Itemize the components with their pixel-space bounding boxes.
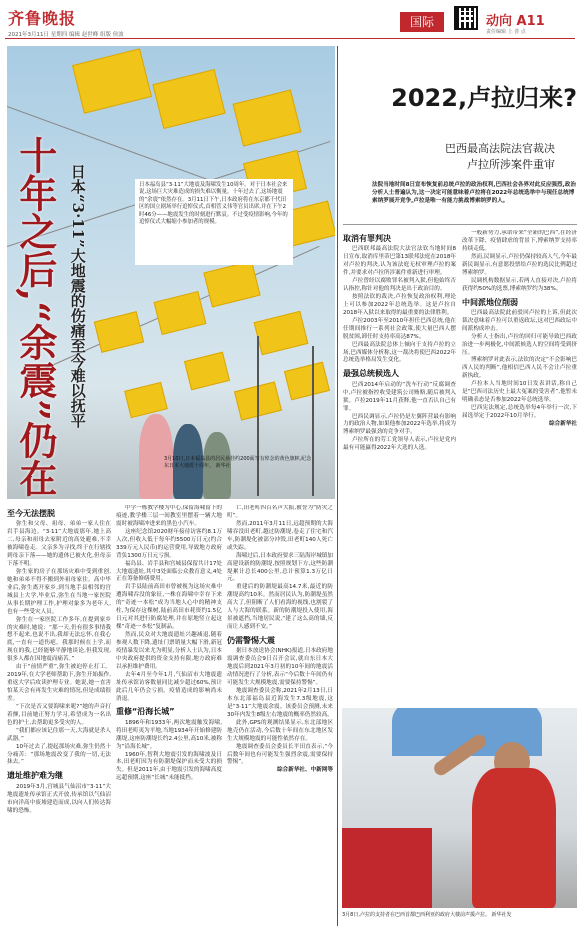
subheading: 至今无法摆脱 bbox=[7, 509, 55, 518]
paragraph: 弥生在一家医院工作多年,在提到家乡的灾难时,她说：“那一天,仍有很多事情我想不起来,也说不出,我却无法忘怀,在我心底,一直有一道伤疤。我那时候在上学,而现在的我,已经能够平静地谈论,但我发现,很多人都在因地震而痛苦。” bbox=[7, 616, 111, 663]
paragraph: 重建后的防潮堤最高14.7米,最近的防潮堤高约10米。然而居民认为,防潮堤虽然高大了,但阻断了人们看海的视线,也割裂了人与大海的联系。新的防潮堤投入使用,海景被遮挡,当地居民说,“建了这么高的墙,反而让人感到不安。” bbox=[227, 584, 333, 631]
newspaper-logo: 齐鲁晚报 bbox=[8, 9, 77, 28]
paragraph: 10年过去了,提起那场灾难,弥生仍然十分痛苦：“那场地震改变了我的一切,无法抹去。” bbox=[7, 743, 111, 766]
paragraph: “下次是否又要海啸来呢?”她的声音打着颤,目前她正努力学习,希望成为一名出色的护士,去帮助更多受灾的人。 bbox=[7, 703, 111, 726]
paragraph: “我们都应该记住那一天,大海就是杀人武器。” bbox=[7, 727, 111, 742]
subheading: 取消有罪判决 bbox=[343, 234, 391, 243]
lead-photo bbox=[7, 46, 335, 499]
byline: 综合新华社 bbox=[549, 420, 577, 427]
masthead bbox=[0, 0, 580, 44]
paragraph: 1960年,智利大地震引发的海啸波及日本,田老町因为有防潮堤保护而未受大的损失。但是2011年,由于地震引发的海啸高度远超预期,这座“长城”未能抵挡。 bbox=[116, 751, 222, 782]
paragraph: 卢拉所在的劳工党领导人表示,卢拉是党内最有可能赢得2022年大选的人选。 bbox=[343, 437, 456, 452]
subheading: 遗址维护难为继 bbox=[7, 771, 63, 781]
paragraph: 福岛县、岩手县和宫城县保留共计17处大地震遗址,其中3处面临公众教育意义,4处正在筹备修缮费用。 bbox=[116, 560, 222, 583]
paragraph: 然而,2011年3月11日,远超预期的大海啸吞没田老町,越过防潮堤,卷走了住宅和汽车,防潮堤化被部分冲毁,田老町140人死亡或失踪。 bbox=[227, 520, 333, 551]
intro-box: 日本福岛县“3·11”大地震及海啸发生10周年。对于日本社会来说,这场巨大灾难造成的损失难以衡量。十年过去了,这场地震的“余震”依然存在。3月11日下午,日本政府将在东京都千代田区的国立剧场举行追悼仪式,首相菅义伟等官员出席,并在下午2时46分——地震发生的时刻进行默哀。不过受疫情影响,今年的追悼仪式大幅缩小参加者的规模。 bbox=[135, 179, 293, 265]
paragraph: 巴西最高法院总体上倾向于支持卢拉的立场,巴西媒体分析称,这一裁决将使巴西2022年总统选举格局发生变化。 bbox=[343, 341, 456, 364]
headline-main: 十年之后,“余震”仍在 bbox=[12, 136, 58, 497]
right-headline: 2022,卢拉归来? bbox=[391, 84, 577, 112]
paragraph: 博索纳罗对此表示,法钦的决定“不会影响巴西人民的判断”,他相信巴西人民不会让卢拉重新执政。 bbox=[462, 357, 577, 380]
paragraph: 地震调查委员会委员长平田直表示,“今后数年间也有可能发生强烈余震,需要保持警惕”。 bbox=[227, 743, 333, 766]
paragraph: 巴西联邦最高法院大法官法钦当地时间8日宣布,取消库里蒂巴第13联邦法庭在2018年对卢拉的判决,认为该法庭无权审理卢拉的案件,并要求对卢拉所涉案件重新进行审理。 bbox=[343, 246, 456, 277]
paragraph: 按照法钦的裁决,卢拉恢复政治权利,理论上可以参加2022年总统选举。这是卢拉自2018年入狱以来取得的最重要的法律胜利。 bbox=[343, 293, 456, 316]
paragraph: 分析人士指出,卢拉的回归可能导致巴西政治进一步两极化,中间派候选人的空间将受到挤压。 bbox=[462, 333, 577, 356]
right-column-1 bbox=[343, 230, 456, 704]
paragraph: 1896年和1933年,两次地震触发海啸,将田老町夷为平地,当地1934年开始修建防潮堤,这座防潮堤长约2.4公里,高10米,被称为“沿海长城”。 bbox=[116, 719, 222, 750]
headline-sub: 日本“3·11”大地震的伤痛至今难以抚平 bbox=[68, 164, 87, 428]
paragraph: 亡,田老町四百名声大振,被誉为“防灾之町”。 bbox=[227, 505, 333, 519]
paragraph: 地震调查委员会称,2021年2月13日,日本东北部福岛县近海发生7.3级地震,这是“3·11”大地震余震。该委员会预测,未来30年内发生8级左右地震的概率仍然较高。 bbox=[227, 688, 333, 718]
column-divider bbox=[337, 46, 338, 926]
subheading: 中间派地位削弱 bbox=[462, 297, 518, 307]
paragraph: 卢拉本人当地时间10日发表讲话,称自己是“巴西司法历史上最大冤案的受害者”,他暂未明确表态是否参加2022年总统选举。 bbox=[462, 381, 577, 404]
paragraph: 然而,民调显示,卢拉仍保持较高人气,今年最新民调显示,有意愿投票给卢拉的选民比例超过博索纳罗。 bbox=[462, 253, 577, 276]
right-rule bbox=[343, 224, 577, 225]
right-photo-caption: 3月8日,卢拉的支持者在巴西首都巴西利亚的政府大楼前声援卢拉。 新华社发 bbox=[342, 912, 512, 918]
paragraph: 弥生和父母、祖母、弟弟一家人住在岩手县海边。“3·11”大地震那年,她上高二,母亲和祖母去家附近的高处避难,不幸被海啸卷走。父亲多为寻找,终于在行辖找到母亲下落——她的遗体已被火化,但母亲下落不明。 bbox=[7, 521, 111, 568]
paragraph: 由于“前情严重”,弥生被迫停止打工。2019年,在大学老师帮助下,弥生开始振作,重返大学后攻读护理专业。她说,她一直害怕某天会有再发生灾难的情况,但是成绩很差。 bbox=[7, 664, 111, 702]
paragraph: 此外,GPS的观测结果显示,东北部地区地壳仍在活动,今后数十年间在东北地区发生大规模地震的可能性依然存在。 bbox=[227, 719, 333, 742]
paragraph: 去年4月至今年1月,气仙沼市大地震遗址传承馆访客数量同比减少超过60%,预计此后几年仍会亏损。疫情造成的影响尚未消退。 bbox=[116, 671, 222, 702]
right-subhead-2: 卢拉所涉案件重审 bbox=[467, 158, 555, 171]
paragraph: 民调机构数据显示,若两人直接对决,卢拉将获得约50%的选票,博索纳罗约为38%。 bbox=[462, 277, 577, 292]
paragraph: 海啸过后,日本政府要求三陆海岸城镇加高建设新的防潮堤,按照规划下方,这些防潮堤累计总长400公里,总计预算1.3万亿日元。 bbox=[227, 552, 333, 583]
subheading: 仍需警惕大震 bbox=[227, 636, 275, 645]
subheading: 最强总统候选人 bbox=[343, 369, 399, 379]
paragraph: 巴西宪法规定,总统选举每4年举行一次,下届选举定于2022年10月举行。 bbox=[462, 405, 577, 420]
paragraph: 巴西民调显示,卢拉仍是左翼阵营最有影响力的政治人物,如果他参加2022年选举,将成为博索纳罗最强劲的竞争对手。 bbox=[343, 413, 456, 436]
dateline: 2021年3月11日 星期四 编辑 赵世峰 组版 侯波 bbox=[8, 32, 124, 38]
right-column-2 bbox=[462, 230, 577, 704]
paragraph: 卢拉曾经以腐败罪名被判入狱,但他始终否认指控,称针对他的判决是出于政治目的。 bbox=[343, 278, 456, 293]
right-subhead-1: 巴西最高法院法官裁决 bbox=[445, 142, 555, 155]
article-column-2 bbox=[116, 505, 222, 925]
paragraph: 这座纪念馆2020财年接待访客约8.1万人次,但收入低于每年约5500万日元(约合339万元人民币)的运营费用,导致地方政府背负1300万日元亏损。 bbox=[116, 528, 222, 559]
right-intro: 法院当地时间8日宣布恢复前总统卢拉的政治权利,巴西社会各界对此反应强烈,政治分析人士普遍认为,这一决定可能意味着卢拉将在2022年总统选举中与现任总统博索纳罗展开竞争,卢拉是唯一有能力挑战博索纳罗的人。 bbox=[372, 182, 576, 204]
section-tag: 国际 bbox=[400, 12, 444, 32]
paragraph: 中学一栋教学楼为中心,保留海啸留下的痕迹,教学楼三层一间教室里摆着一辆大地震时被海啸冲进来的黑色小汽车。 bbox=[116, 505, 222, 527]
paragraph: 岩手县陆前高田市曾被视为这场灾难中遭海啸吞没的象征,一株在海啸中幸存下来的“奇迹一本松”成为当地人心中的精神支柱,为保存这棵树,陆前高田市耗资约1.5亿日元对其进行防腐处理,并在原地竖立起这棵“奇迹一本松”复制品。 bbox=[116, 584, 222, 631]
editors-line: 责任编辑 上 善 点 bbox=[486, 29, 526, 35]
article-column-1 bbox=[7, 505, 111, 925]
article-column-3 bbox=[227, 505, 333, 925]
paragraph: 卢拉2003年至2010年担任巴西总统,他在任期间推行一系列社会政策,使大量巴西人摆脱贫困,卸任时支持率高达87%。 bbox=[343, 317, 456, 340]
paragraph: 然而,民众对大地震遗址兴趣减退,随着参观人数下降,遗址门票销量大幅下滑,新冠疫情暴发以来尤为明显,分析人士认为,日本中央政府提供的资金支持有限,地方政府难以承担维护费用。 bbox=[116, 632, 222, 670]
photo-caption: 3月10日,日本福岛县的居民悬挂约200面写有悼念的黄色旗帜,纪念东日本大地震十周年。 新华社 bbox=[164, 456, 312, 469]
paragraph: 一般新势力,承诺带来“全新的巴西”,在经济改革下降、疫情肆虐的背景下,博索纳罗支持率持续走低。 bbox=[462, 230, 577, 252]
paragraph: 巴西最高法院此前驳回卢拉的上诉,但此次裁决意味着卢拉可以重返政坛,这对巴西政坛中间派构成冲击。 bbox=[462, 309, 577, 332]
subheading: 重修“沿海长城” bbox=[116, 707, 175, 717]
paragraph: 2019年3月,宫城县气仙沼市“3·11”大地震遗址传承馆正式开放,传承馆以气仙沼市向洋高中废墟建造而成,以向人们传达海啸的恐怖。 bbox=[7, 783, 111, 814]
paragraph: 弥生家的房子在那场灾难中受到重创,她和弟弟不得不搬到外祖母家住。高中毕业后,弥生离开家乡,到当地手县相邻的宫城县上大学,毕业后,弥生在当地一家医院从事长期护理工作,护理对象多为老年人,也有一些受灾人员。 bbox=[7, 568, 111, 615]
qr-code-icon bbox=[454, 6, 478, 30]
paragraph: 据日本放送协会(NHK)报道,日本政府地震调查委员会9日召开会议,就自东日本大地震后到2021年3月初的10年间的地震活动情况进行了分析,表示“今后数十年间仍有可能发生大规模地震,需要保持警惕”。 bbox=[227, 648, 333, 687]
lula-supporters-photo bbox=[342, 708, 577, 908]
byline: 综合新华社、中新网等 bbox=[277, 767, 333, 774]
paragraph: 巴西2014年启动的“洗车行动”反腐调查中,卢拉被指控收受建筑公司贿赂,随后被判入狱。卢拉2019年11月获释,他一直否认自己有罪。 bbox=[343, 381, 456, 412]
header-rule bbox=[5, 38, 575, 39]
page-label: 动向 A11 bbox=[486, 14, 545, 29]
